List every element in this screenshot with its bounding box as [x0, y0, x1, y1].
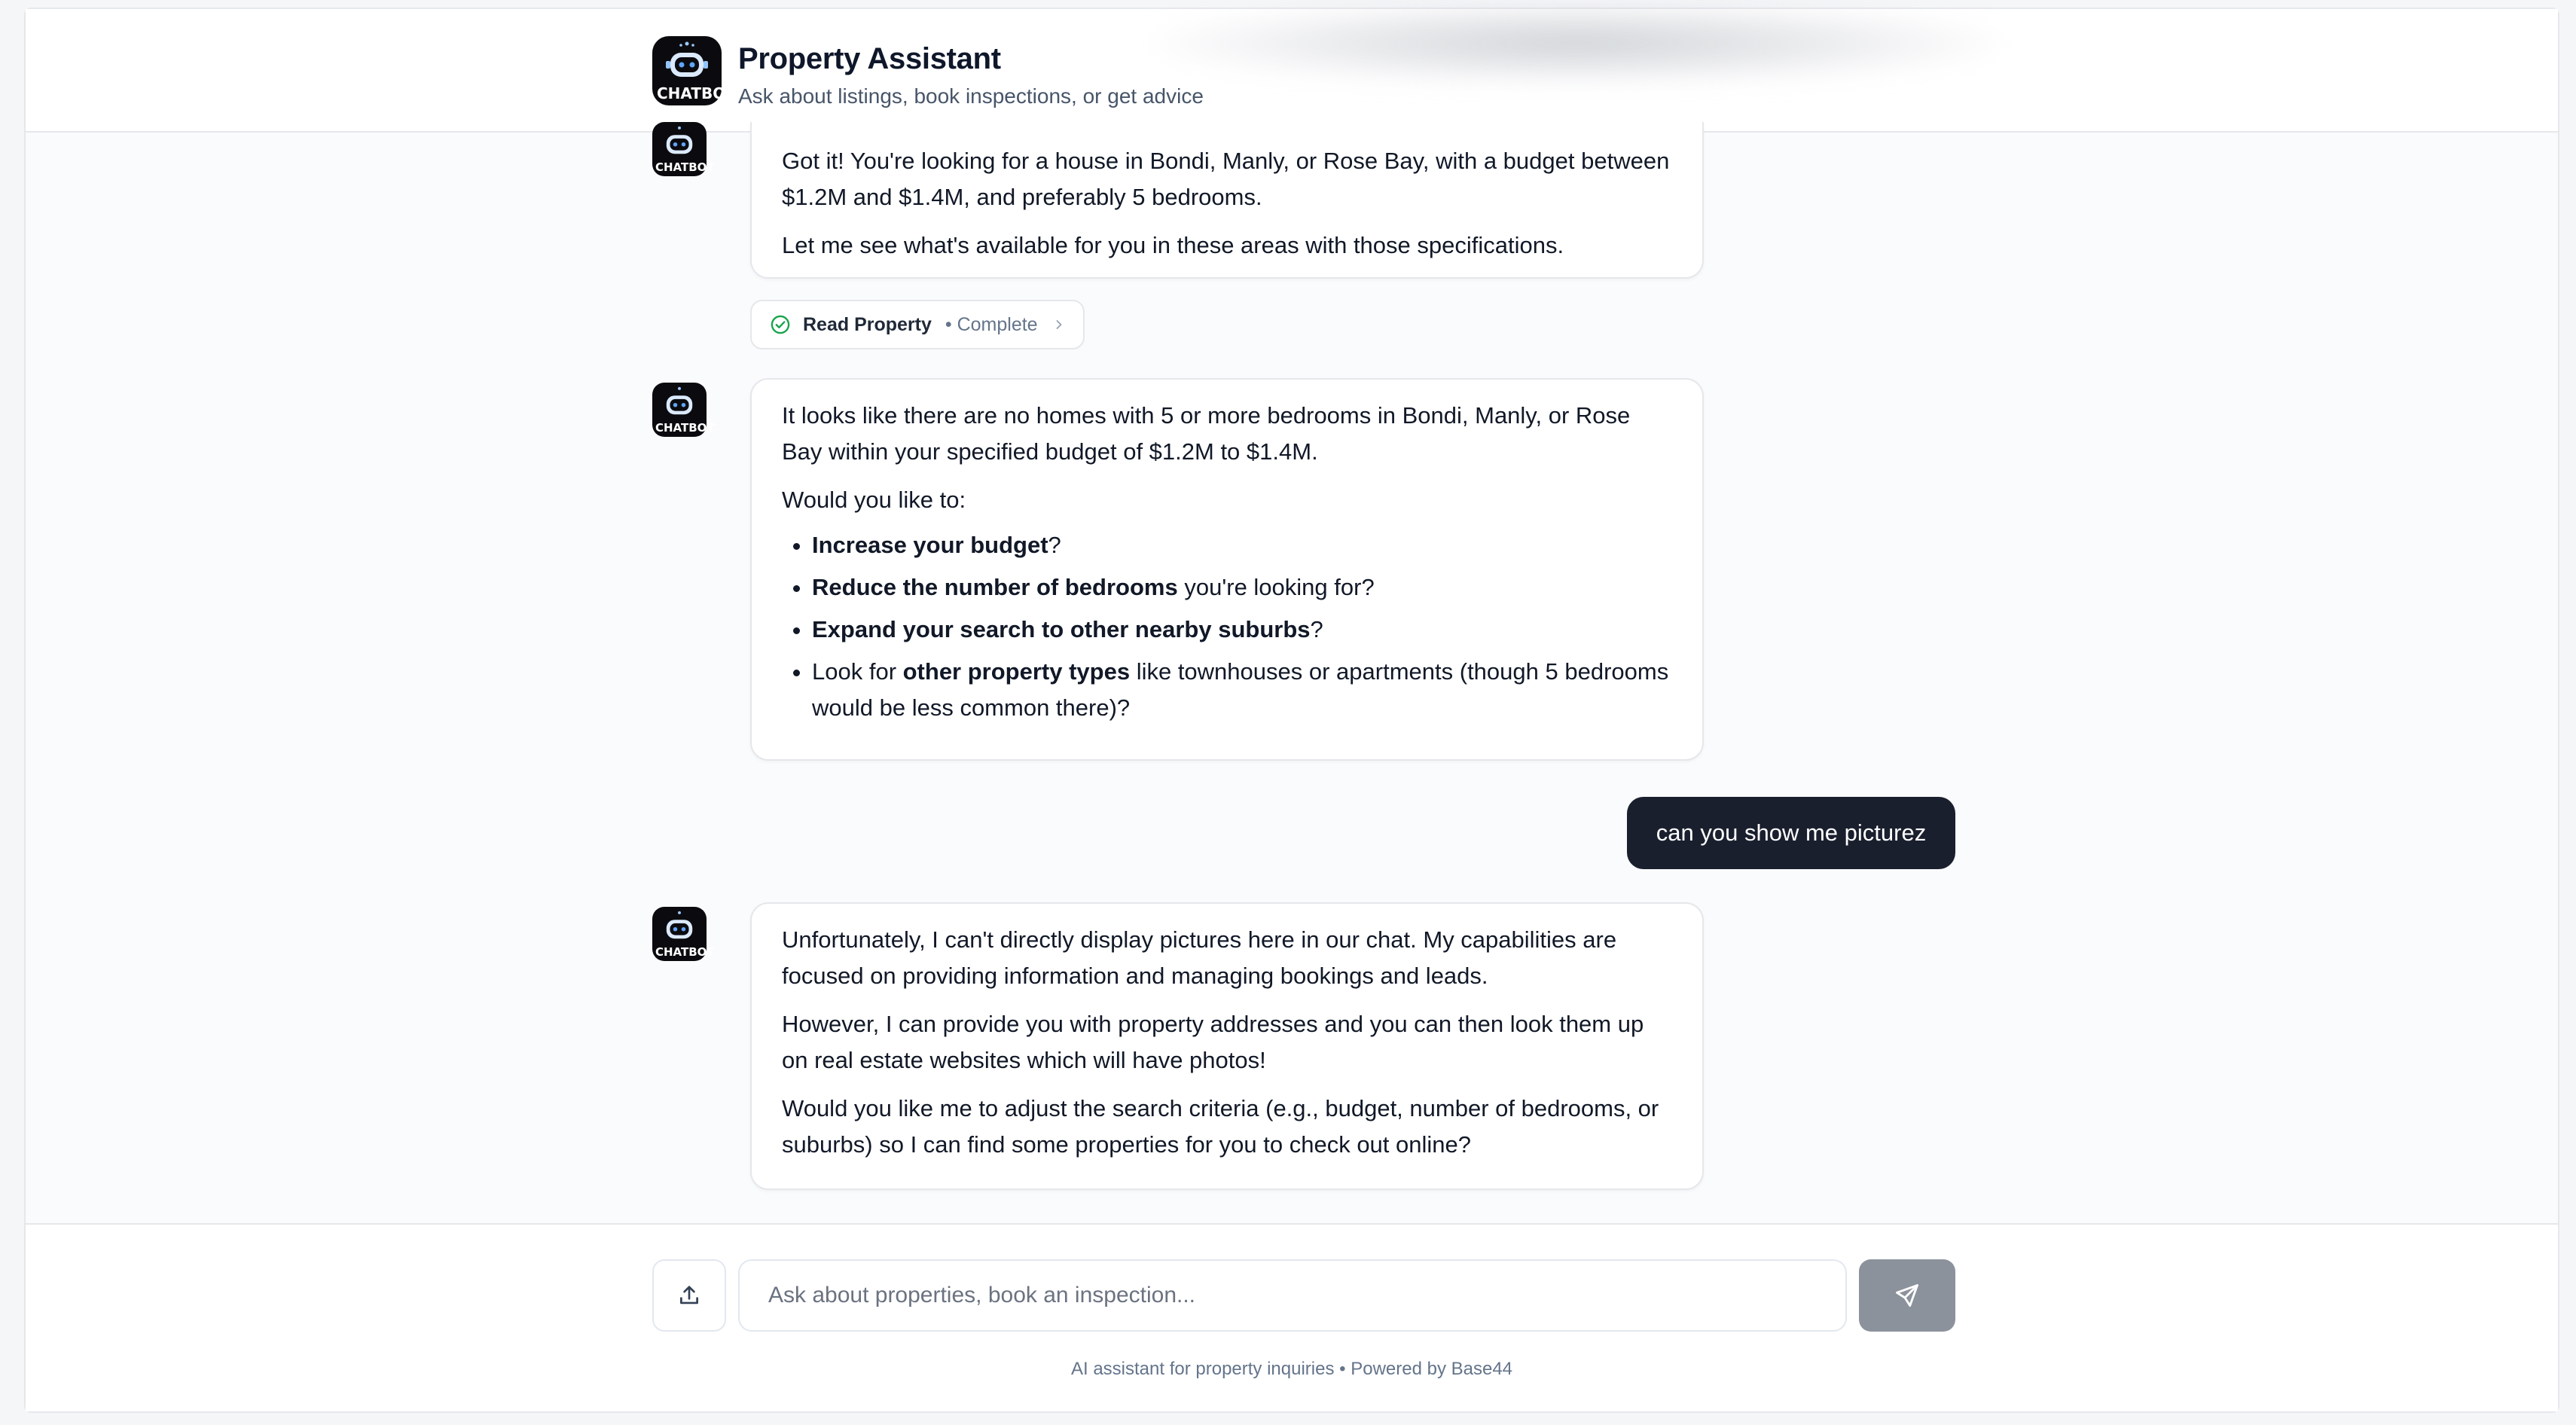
assistant-message — [750, 378, 1704, 761]
message-paragraph: It looks like there are no homes with 5 or more bedrooms in Bondi, Manly, or Rose Bay within your specified budget of $1.2M to $1.4M. — [782, 402, 1631, 465]
blurred-overlay — [1155, 2, 1999, 84]
assistant-avatar — [652, 122, 715, 176]
message-paragraph: Unfortunately, I can't directly display pictures here in our chat. My capabilities are focused on providing information and managing bookings and leads. — [782, 926, 1617, 989]
app-window — [24, 8, 2559, 1413]
upload-button[interactable] — [652, 1259, 726, 1332]
page-title: Property Assistant — [738, 42, 1001, 75]
list-item: • Increase your budget? — [812, 524, 1672, 566]
footer-note: AI assistant for property inquiries • Powered by Base44 — [1070, 1359, 1513, 1379]
send-button[interactable] — [1859, 1259, 1955, 1332]
list-item: • Expand your search to other nearby suburbs? — [812, 609, 1672, 651]
options-list — [782, 524, 1672, 726]
logo-text: CHATBOT — [655, 421, 715, 435]
message-input[interactable] — [738, 1259, 1847, 1332]
list-item: • Look for other property types like townhouses or apartments (though 5 bedrooms would be less common there)? — [812, 654, 1672, 726]
message-paragraph: Got it! You're looking for a house in Bondi, Manly, or Rose Bay, with a budget between $1.2M and $1.4M, and preferably 5 bedrooms. — [782, 148, 1670, 210]
list-item: • Reduce the number of bedrooms you're looking for? — [812, 566, 1672, 609]
upload-icon — [676, 1283, 702, 1308]
page-subtitle: Ask about listings, book inspections, or get advice — [738, 84, 1204, 108]
chat-header — [26, 9, 2558, 133]
chevron-right-icon — [1051, 317, 1067, 332]
tool-call-chip[interactable] — [750, 300, 1085, 349]
user-message-text: can you show me picturez — [1656, 819, 1927, 846]
logo-text: CHATBOT — [655, 945, 715, 959]
logo-text: CHATBOT — [657, 84, 736, 102]
message-paragraph: Would you like to: — [782, 487, 966, 513]
assistant-avatar — [652, 907, 715, 961]
check-circle-icon — [770, 314, 791, 335]
message-paragraph: However, I can provide you with property addresses and you can then look them up on real estate websites which will have photos! — [782, 1011, 1644, 1073]
assistant-message — [750, 902, 1704, 1190]
send-icon — [1894, 1282, 1921, 1309]
assistant-message — [750, 122, 1704, 279]
message-paragraph: Would you like me to adjust the search criteria (e.g., budget, number of bedrooms, or suburbs) so I can find some properties for you to check out online? — [782, 1095, 1659, 1158]
chatbot-logo — [652, 36, 736, 105]
tool-status: • Complete — [945, 313, 1038, 335]
user-message — [1627, 797, 1955, 869]
message-paragraph: Let me see what's available for you in these areas with those specifications. — [782, 232, 1564, 258]
logo-text: CHATBOT — [655, 160, 715, 174]
tool-name: Read Property — [803, 313, 932, 335]
assistant-avatar — [652, 383, 715, 437]
